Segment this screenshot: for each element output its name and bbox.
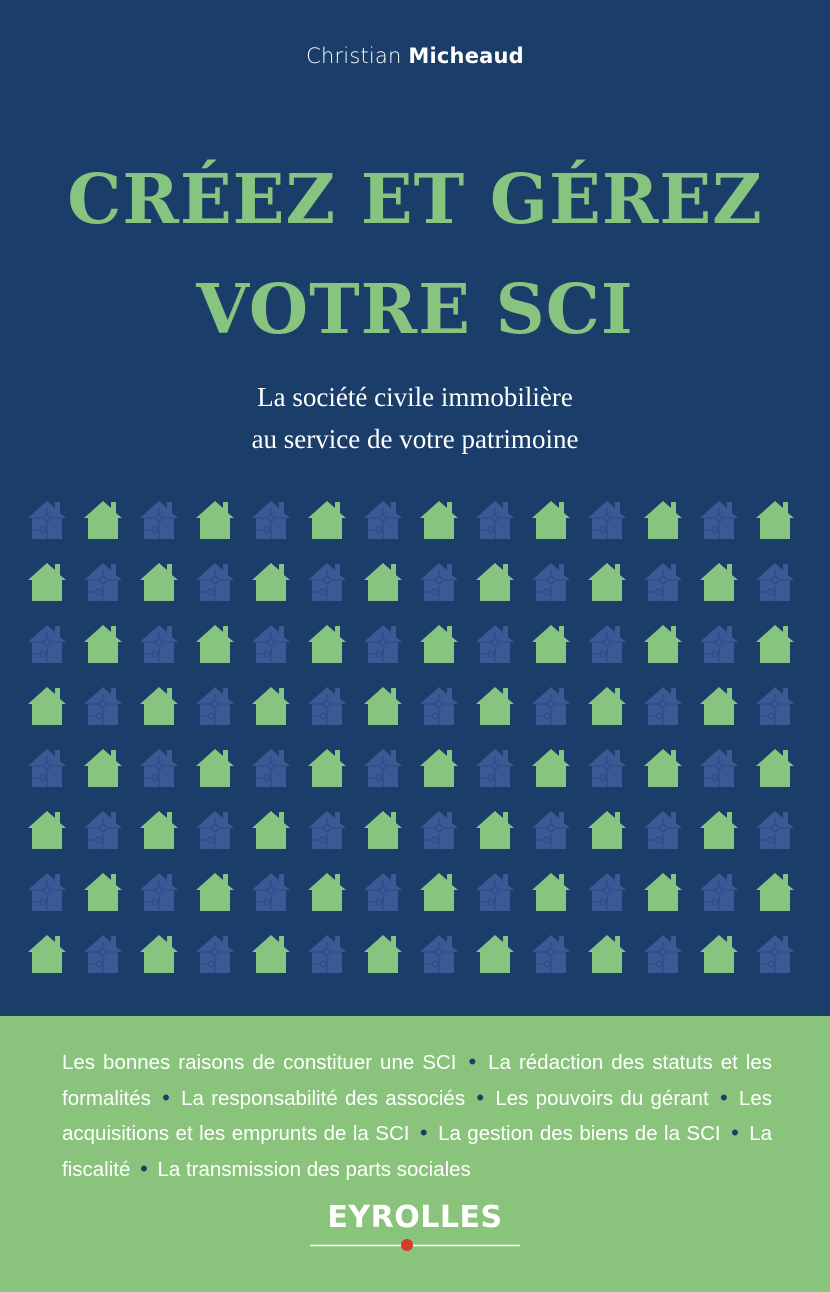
house-icon: [420, 501, 458, 539]
puzzle-house-icon: [644, 935, 682, 973]
house-icon: [140, 935, 178, 973]
author-name: [0, 44, 830, 68]
house-icon: [28, 811, 66, 849]
puzzle-house-icon: [420, 563, 458, 601]
puzzle-house-icon: [700, 873, 738, 911]
puzzle-house-icon: [196, 811, 234, 849]
house-icon: [84, 873, 122, 911]
puzzle-house-icon: [532, 811, 570, 849]
topic-item: Les bonnes raisons de constituer une SCI: [62, 1051, 457, 1074]
subtitle-line-2: au service de votre patrimoine: [251, 424, 579, 454]
topic-item: La gestion des biens de la SCI: [438, 1122, 721, 1145]
puzzle-house-icon: [476, 501, 514, 539]
house-icon: [252, 563, 290, 601]
topic-item: Les pouvoirs du gérant: [495, 1086, 709, 1110]
author-first-name: Christian: [306, 44, 402, 68]
puzzle-house-icon: [644, 811, 682, 849]
puzzle-house-icon: [364, 501, 402, 539]
house-icon: [756, 749, 794, 787]
house-icon: [28, 935, 66, 973]
puzzle-house-icon: [28, 625, 66, 663]
house-icon: [644, 749, 682, 787]
topic-item: La fiscalité: [62, 1122, 773, 1181]
puzzle-house-icon: [364, 625, 402, 663]
puzzle-house-icon: [28, 749, 66, 787]
puzzle-house-icon: [364, 749, 402, 787]
house-icon: [308, 749, 346, 787]
topic-item: Les acquisitions et les emprunts de la SCI: [62, 1086, 772, 1145]
house-icon: [476, 935, 514, 973]
puzzle-house-icon: [252, 501, 290, 539]
house-icon: [644, 873, 682, 911]
puzzle-house-icon: [84, 935, 122, 973]
bullet-separator: •: [140, 1155, 148, 1181]
house-icon: [476, 811, 514, 849]
house-icon: [588, 687, 626, 725]
puzzle-house-icon: [700, 501, 738, 539]
house-icon: [308, 501, 346, 539]
house-icon: [84, 749, 122, 787]
puzzle-house-icon: [308, 935, 346, 973]
puzzle-house-icon: [756, 687, 794, 725]
puzzle-house-icon: [476, 749, 514, 787]
bullet-separator: •: [419, 1120, 428, 1145]
puzzle-house-icon: [476, 873, 514, 911]
puzzle-house-icon: [756, 935, 794, 973]
house-icon: [700, 687, 738, 725]
puzzle-house-icon: [308, 563, 346, 601]
puzzle-house-icon: [364, 873, 402, 911]
puzzle-house-icon: [84, 687, 122, 725]
puzzle-house-icon: [196, 687, 234, 725]
publisher-logo: EYROLLES: [327, 1200, 503, 1235]
puzzle-house-icon: [588, 749, 626, 787]
puzzle-house-icon: [308, 687, 346, 725]
house-icon: [308, 873, 346, 911]
bullet-separator: •: [476, 1084, 485, 1110]
puzzle-house-icon: [532, 687, 570, 725]
house-icon: [532, 873, 570, 911]
puzzle-house-icon: [252, 625, 290, 663]
puzzle-house-icon: [700, 625, 738, 663]
publisher-underline: [310, 1244, 520, 1247]
puzzle-house-icon: [532, 563, 570, 601]
house-icon: [700, 935, 738, 973]
house-icon: [476, 563, 514, 601]
house-icon: [196, 501, 234, 539]
house-icon: [644, 625, 682, 663]
house-icon: [140, 563, 178, 601]
house-icon: [196, 873, 234, 911]
house-icon: [588, 563, 626, 601]
topic-item: La responsabilité des associés: [181, 1086, 466, 1110]
house-icon: [28, 687, 66, 725]
puzzle-house-icon: [756, 811, 794, 849]
puzzle-house-icon: [420, 811, 458, 849]
puzzle-house-icon: [700, 749, 738, 787]
house-icon: [364, 935, 402, 973]
puzzle-house-icon: [140, 625, 178, 663]
house-icon: [84, 501, 122, 539]
puzzle-house-icon: [28, 501, 66, 539]
house-icon: [700, 811, 738, 849]
house-icon: [420, 873, 458, 911]
house-icon: [196, 625, 234, 663]
puzzle-house-icon: [196, 563, 234, 601]
puzzle-house-icon: [644, 687, 682, 725]
house-icon: [756, 501, 794, 539]
subtitle-line-1: La société civile immobilière: [257, 382, 573, 412]
title-line-2: VOTRE SCI: [196, 270, 634, 350]
house-icon: [364, 687, 402, 725]
house-icon: [252, 811, 290, 849]
house-icon: [476, 687, 514, 725]
puzzle-house-icon: [84, 811, 122, 849]
puzzle-house-icon: [308, 811, 346, 849]
topic-item: La rédaction des statuts et les formalités: [62, 1051, 772, 1110]
puzzle-house-icon: [476, 625, 514, 663]
house-icon: [196, 749, 234, 787]
publisher-dot-icon: [400, 1238, 414, 1252]
puzzle-house-icon: [756, 563, 794, 601]
house-icon: [420, 625, 458, 663]
bullet-separator: •: [162, 1084, 170, 1110]
title-line-1: CRÉEZ ET GÉREZ: [67, 160, 763, 240]
topic-item: La transmission des parts sociales: [157, 1157, 471, 1181]
puzzle-house-icon: [140, 501, 178, 539]
bullet-separator: •: [731, 1120, 739, 1145]
puzzle-house-icon: [644, 563, 682, 601]
puzzle-house-icon: [196, 935, 234, 973]
house-icon: [364, 811, 402, 849]
house-icon: [700, 563, 738, 601]
house-icon: [532, 625, 570, 663]
house-icon: [644, 501, 682, 539]
house-icon: [588, 935, 626, 973]
house-icon: [28, 563, 66, 601]
house-icon: [532, 749, 570, 787]
author-last-name: Micheaud: [408, 44, 524, 68]
puzzle-house-icon: [252, 873, 290, 911]
puzzle-house-icon: [84, 563, 122, 601]
house-grid: [0, 496, 830, 986]
puzzle-house-icon: [532, 935, 570, 973]
house-icon: [84, 625, 122, 663]
puzzle-house-icon: [588, 501, 626, 539]
bullet-separator: •: [719, 1084, 728, 1110]
puzzle-house-icon: [420, 687, 458, 725]
bullet-separator: •: [468, 1049, 477, 1074]
house-icon: [252, 687, 290, 725]
puzzle-house-icon: [588, 625, 626, 663]
house-icon: [756, 873, 794, 911]
puzzle-house-icon: [140, 873, 178, 911]
house-icon: [420, 749, 458, 787]
house-icon: [140, 811, 178, 849]
house-icon: [532, 501, 570, 539]
puzzle-house-icon: [420, 935, 458, 973]
puzzle-house-icon: [140, 749, 178, 787]
house-icon: [588, 811, 626, 849]
topics-list: [62, 1045, 772, 1187]
house-icon: [140, 687, 178, 725]
house-icon: [756, 625, 794, 663]
house-icon: [252, 935, 290, 973]
house-icon: [364, 563, 402, 601]
house-icon: [308, 625, 346, 663]
puzzle-house-icon: [252, 749, 290, 787]
puzzle-house-icon: [588, 873, 626, 911]
puzzle-house-icon: [28, 873, 66, 911]
